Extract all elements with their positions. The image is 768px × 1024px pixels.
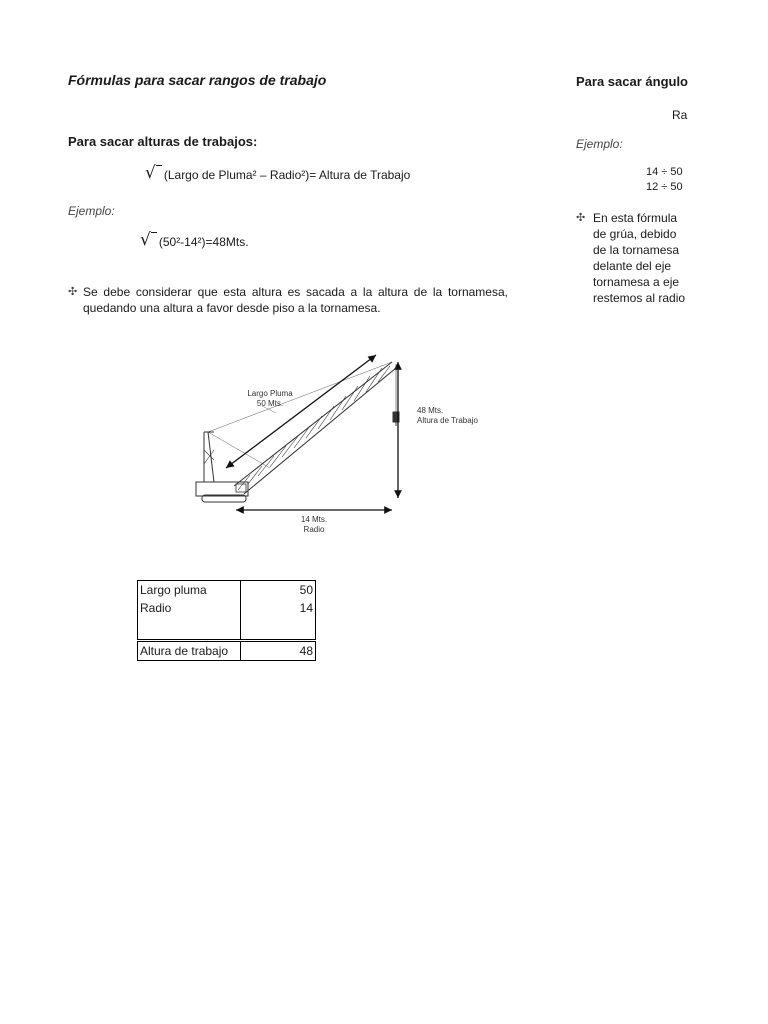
table-total-label: Altura de trabajo	[138, 641, 241, 661]
height-formula-text: (Largo de Pluma² – Radio²)= Altura de Trabajo	[163, 167, 411, 182]
table-cell-label: Largo pluma	[138, 581, 241, 600]
angle-eq-1: 14 ÷ 50	[646, 166, 683, 178]
angle-note-line: de la tornamesa	[593, 243, 680, 257]
height-label-2: Altura de Trabajo	[417, 416, 478, 425]
table-cell-value: 50	[241, 581, 316, 600]
boom-label-2: 50 Mts.	[256, 399, 284, 408]
height-label-1: 48 Mts.	[417, 406, 444, 415]
angle-note-line: de grúa, debido	[593, 227, 677, 241]
table-cell-value: 14	[241, 599, 316, 617]
bullet-icon: ✣	[68, 286, 78, 298]
crane-boom-icon	[208, 362, 396, 494]
bullet-icon: ✣	[576, 212, 586, 224]
angle-note-line: En esta fórmula	[593, 211, 678, 225]
height-formula	[145, 163, 411, 183]
angle-heading: Para sacar ángulo	[576, 74, 688, 89]
radius-label-2: Radio	[303, 525, 325, 534]
angle-note	[576, 210, 685, 306]
angle-example-label: Ejemplo:	[576, 137, 623, 151]
height-note-text: Se debe considerar que esta altura es sacada a la altura de la tornamesa, quedando una altura a favor desde piso a la tornamesa.	[83, 285, 508, 315]
table-row	[138, 599, 316, 617]
sqrt-icon: √	[140, 230, 151, 250]
boom-length-arrow	[226, 355, 376, 468]
angle-note-line: restemos al radio	[593, 291, 686, 305]
height-note	[68, 284, 508, 316]
calculation-table	[137, 580, 316, 661]
angle-eq-2: 12 ÷ 50	[646, 181, 683, 193]
example-label: Ejemplo:	[68, 204, 115, 218]
crane-diagram	[190, 340, 510, 540]
angle-ra-text: Ra	[672, 108, 688, 122]
sqrt-icon: √	[145, 163, 156, 183]
page-title: Fórmulas para sacar rangos de trabajo	[68, 72, 327, 88]
table-total-row	[138, 641, 316, 661]
table-row	[138, 581, 316, 600]
example-formula-text: (50²-14²)=48Mts.	[158, 234, 249, 249]
table-total-value: 48	[241, 641, 316, 661]
boom-label-1: Largo Pluma	[247, 389, 293, 398]
angle-note-line: delante del eje	[593, 259, 672, 273]
example-formula	[140, 230, 249, 250]
crane-base-icon	[196, 432, 248, 502]
radius-label-1: 14 Mts.	[300, 515, 328, 524]
angle-section	[574, 0, 689, 320]
table-cell-label: Radio	[138, 599, 241, 617]
angle-note-line: tornamesa a eje	[593, 275, 680, 289]
heights-heading: Para sacar alturas de trabajos:	[68, 134, 258, 149]
